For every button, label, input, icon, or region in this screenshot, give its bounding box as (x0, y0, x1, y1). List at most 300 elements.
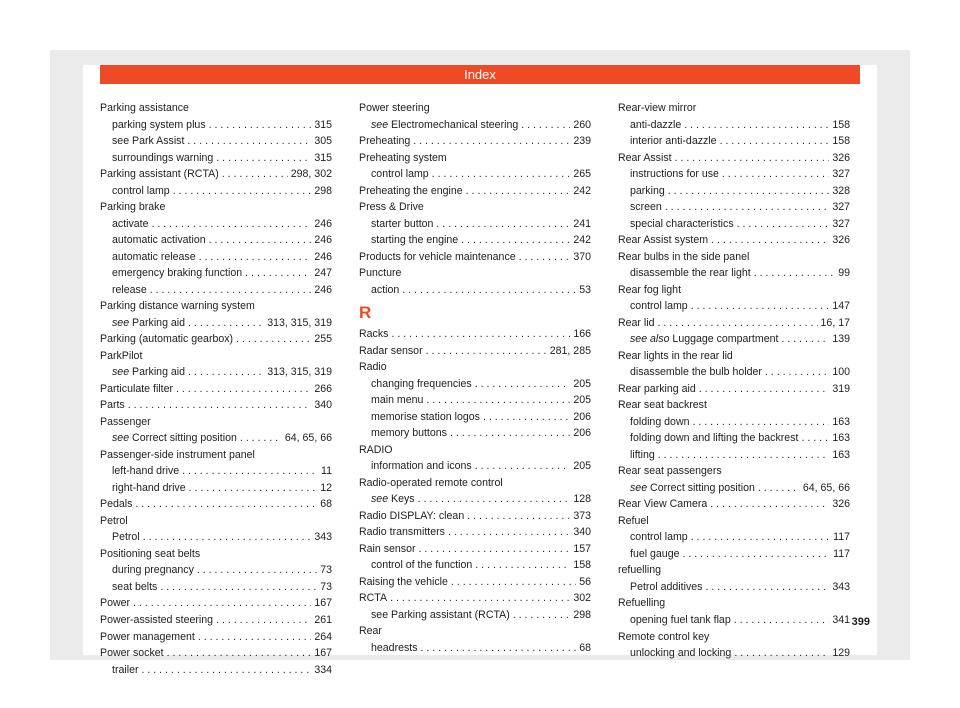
dot-leader (483, 409, 570, 426)
page-reference: 246 (314, 283, 332, 296)
entry-label (371, 166, 429, 183)
dot-leader (467, 508, 570, 525)
dot-leader (209, 117, 312, 134)
page-reference: 64, 65, 66 (284, 432, 332, 445)
index-subentry (618, 166, 850, 183)
entry-label (359, 249, 516, 266)
entry-label (359, 326, 388, 343)
dot-leader (413, 133, 570, 150)
entry-text: Rear fog light (618, 283, 682, 296)
dot-leader (209, 232, 312, 249)
dot-leader (711, 232, 829, 249)
index-subentry (618, 183, 850, 200)
entry-label (112, 133, 184, 150)
index-entry (100, 298, 332, 315)
page-reference: 241 (573, 217, 591, 230)
page-reference: 340 (314, 399, 332, 412)
index-entry (100, 381, 332, 398)
dot-leader (734, 612, 830, 629)
entry-text: RCTA (359, 592, 388, 605)
dot-leader (432, 166, 571, 183)
index-entry (100, 100, 332, 117)
page-reference: 246 (314, 250, 332, 263)
entry-text: interior anti-dazzle (630, 135, 717, 148)
dot-leader (699, 381, 830, 398)
entry-label (112, 480, 186, 497)
page-reference: 370 (573, 250, 591, 263)
entry-label (112, 315, 185, 332)
index-subentry (100, 430, 332, 447)
entry-text: changing frequencies (371, 377, 472, 390)
entry-label (100, 645, 164, 662)
index-entry (618, 629, 850, 646)
entry-label (100, 331, 233, 348)
index-entry (618, 100, 850, 117)
entry-text: Parking distance warning system (100, 300, 255, 313)
entry-text: control of the function (371, 559, 473, 572)
dot-leader (466, 183, 571, 200)
index-subentry (618, 199, 850, 216)
dot-leader (167, 645, 312, 662)
index-entry (359, 183, 591, 200)
page-reference: 205 (573, 394, 591, 407)
entry-label (618, 249, 749, 266)
entry-text: memorise station logos (371, 410, 480, 423)
entry-text: see Parking assistant (RCTA) (371, 608, 510, 621)
entry-label (112, 282, 147, 299)
entry-label (359, 574, 448, 591)
entry-label (359, 265, 401, 282)
page-reference: 326 (832, 234, 850, 247)
entry-text: automatic release (112, 250, 196, 263)
index-subentry (618, 298, 850, 315)
page-reference: 343 (832, 580, 850, 593)
page-reference: 117 (833, 531, 850, 544)
index-subentry (618, 331, 850, 348)
see-reference: see (371, 118, 389, 131)
entry-text: fuel gauge (630, 547, 680, 560)
index-entry (618, 348, 850, 365)
dot-leader (693, 414, 830, 431)
entry-label (100, 166, 219, 183)
dot-leader (182, 463, 318, 480)
page-reference: 117 (833, 547, 850, 560)
page-reference: 129 (832, 647, 850, 660)
entry-text: refuelling (618, 564, 661, 577)
index-entry (359, 199, 591, 216)
index-entry (100, 645, 332, 662)
entry-text: Luggage compartment (672, 333, 779, 346)
dot-leader (475, 557, 570, 574)
entry-text: left-hand drive (112, 465, 180, 478)
index-entry (359, 343, 591, 360)
entry-text: seat belts (112, 580, 158, 593)
index-entry (359, 590, 591, 607)
entry-label (630, 480, 755, 497)
entry-label (630, 364, 762, 381)
page-reference: 327 (832, 201, 850, 214)
index-subentry (359, 392, 591, 409)
page-reference: 206 (573, 410, 591, 423)
dot-leader (236, 331, 311, 348)
entry-label (630, 199, 662, 216)
index-subentry (359, 425, 591, 442)
entry-label (618, 282, 681, 299)
index-entry (100, 447, 332, 464)
page-reference: 313, 315, 319 (267, 366, 332, 379)
entry-label (112, 463, 179, 480)
page-reference: 166 (573, 328, 591, 341)
dot-leader (451, 574, 576, 591)
dot-leader (216, 612, 311, 629)
entry-label (359, 475, 503, 492)
index-subentry (359, 640, 591, 657)
page-reference: 167 (314, 597, 332, 610)
entry-label (100, 513, 128, 530)
entry-text: screen (630, 201, 662, 214)
dot-leader (737, 216, 830, 233)
entry-text: Radar sensor (359, 344, 423, 357)
index-entry (618, 397, 850, 414)
dot-leader (402, 282, 576, 299)
entry-label (112, 562, 194, 579)
page-reference: 328 (832, 184, 850, 197)
index-subentry (100, 662, 332, 679)
entry-label (371, 640, 418, 657)
entry-label (618, 150, 672, 167)
entry-text: Press & Drive (359, 201, 424, 214)
page-reference: 298 (314, 184, 332, 197)
index-subentry (359, 282, 591, 299)
entry-label (112, 249, 196, 266)
index-entry (359, 541, 591, 558)
index-subentry (618, 430, 850, 447)
entry-text: activate (112, 217, 149, 230)
entry-text: control lamp (371, 168, 429, 181)
page-reference: 163 (832, 432, 850, 445)
page-reference: 205 (573, 460, 591, 473)
entry-text: Rear seat passengers (618, 465, 722, 478)
entry-label (112, 579, 157, 596)
dot-leader (801, 430, 829, 447)
entry-label (100, 414, 151, 431)
entry-text: Keys (391, 493, 415, 506)
entry-text: Petrol (112, 531, 140, 544)
dot-leader (143, 529, 312, 546)
index-entry (100, 595, 332, 612)
entry-text: ParkPilot (100, 349, 143, 362)
entry-text: Preheating system (359, 151, 447, 164)
dot-leader (391, 326, 570, 343)
entry-label (630, 216, 734, 233)
entry-label (630, 117, 681, 134)
dot-leader (436, 216, 570, 233)
entry-text: Rear (359, 625, 382, 638)
index-entry (359, 623, 591, 640)
entry-label (630, 529, 688, 546)
entry-label (371, 491, 415, 508)
index-subentry (359, 166, 591, 183)
entry-label (100, 348, 142, 365)
entry-text: Power socket (100, 647, 164, 660)
entry-label (618, 629, 709, 646)
page-reference: 334 (314, 663, 332, 676)
index-subentry (618, 133, 850, 150)
entry-text: Correct sitting position (650, 481, 755, 494)
dot-leader (513, 607, 571, 624)
dot-leader (133, 595, 311, 612)
section-letter-heading: R (359, 303, 372, 323)
entry-label (359, 199, 424, 216)
see-reference: see also (630, 333, 670, 346)
page-reference: 343 (314, 531, 332, 544)
entry-label (371, 409, 480, 426)
page-reference: 242 (573, 234, 591, 247)
entry-label (618, 100, 696, 117)
index-subentry (359, 232, 591, 249)
index-entry (359, 508, 591, 525)
see-reference: see (112, 432, 130, 445)
dot-leader (390, 590, 570, 607)
entry-text: folding down and lifting the backrest (630, 432, 799, 445)
entry-label (359, 442, 393, 459)
dot-leader (758, 480, 800, 497)
see-reference: see (630, 481, 648, 494)
index-entry (359, 475, 591, 492)
entry-label (359, 343, 423, 360)
entry-text: Electromechanical steering (391, 118, 519, 131)
entry-text: Parking aid (132, 316, 186, 329)
page-reference: 139 (832, 333, 850, 346)
entry-label (359, 524, 445, 541)
see-reference: see (112, 366, 130, 379)
entry-text: main menu (371, 394, 424, 407)
dot-leader (128, 397, 312, 414)
page-reference: 12 (320, 481, 332, 494)
index-entry (359, 442, 591, 459)
index-subentry (618, 645, 850, 662)
dot-leader (187, 133, 311, 150)
entry-text: Refuel (618, 514, 649, 527)
entry-label (618, 562, 661, 579)
dot-leader (734, 645, 829, 662)
page-reference: 239 (573, 135, 591, 148)
index-entry (618, 315, 850, 332)
dot-leader (245, 265, 311, 282)
entry-label (100, 100, 189, 117)
entry-label (359, 359, 387, 376)
index-subentry (100, 282, 332, 299)
index-entry (100, 513, 332, 530)
entry-label (371, 282, 399, 299)
entry-label (630, 166, 719, 183)
entry-text: Rear Assist system (618, 234, 709, 247)
dot-leader (419, 541, 571, 558)
page-reference: 298 (573, 608, 591, 621)
entry-text: Power steering (359, 102, 430, 114)
entry-label (100, 546, 200, 563)
page-reference: 246 (314, 217, 332, 230)
index-subentry (100, 480, 332, 497)
index-subentry (618, 364, 850, 381)
page-reference: 327 (832, 217, 850, 230)
dot-leader (684, 117, 829, 134)
entry-text: Petrol (100, 514, 128, 527)
index-subentry (618, 579, 850, 596)
dot-leader (189, 480, 318, 497)
page-reference: 341 (832, 613, 850, 626)
page-reference: 56 (579, 575, 591, 588)
entry-text: Rear parking aid (618, 382, 696, 395)
dot-leader (781, 331, 829, 348)
index-title: Index (464, 67, 496, 82)
dot-leader (765, 364, 829, 381)
page-reference: 265 (573, 168, 591, 181)
entry-text: special characteristics (630, 217, 734, 230)
entry-text: Radio (359, 361, 387, 374)
entry-text: Parking assistant (RCTA) (100, 168, 219, 181)
entry-label (359, 623, 382, 640)
dot-leader (675, 150, 830, 167)
entry-label (112, 529, 140, 546)
entry-text: control lamp (630, 531, 688, 544)
entry-label (100, 496, 132, 513)
page-reference: 313, 315, 319 (267, 316, 332, 329)
page-reference: 305 (314, 135, 332, 148)
index-header-banner (100, 65, 860, 84)
entry-text: Remote control key (618, 630, 710, 643)
entry-text: Pedals (100, 498, 133, 511)
index-column-2-top (359, 100, 591, 298)
entry-text: RADIO (359, 443, 393, 456)
entry-text: Rear bulbs in the side panel (618, 250, 750, 263)
index-entry (618, 595, 850, 612)
page-reference: 158 (832, 118, 850, 131)
page-reference: 319 (832, 382, 850, 395)
entry-text: parking (630, 184, 665, 197)
index-entry (359, 326, 591, 343)
index-subentry (100, 117, 332, 134)
entry-text: Rear seat backrest (618, 399, 707, 412)
dot-leader (421, 640, 577, 657)
page-reference: 298, 302 (290, 168, 332, 181)
index-subentry (100, 150, 332, 167)
page-reference: 157 (573, 542, 591, 555)
index-subentry (618, 117, 850, 134)
index-entry (618, 232, 850, 249)
dot-leader (754, 265, 835, 282)
dot-leader (448, 524, 570, 541)
index-entry (100, 414, 332, 431)
entry-label (100, 447, 255, 464)
page-reference: 167 (314, 647, 332, 660)
entry-label (630, 298, 688, 315)
index-entry (618, 496, 850, 513)
page-reference: 100 (832, 366, 850, 379)
page-reference: 73 (320, 580, 332, 593)
entry-label (630, 331, 778, 348)
dot-leader (176, 381, 311, 398)
index-entry (618, 150, 850, 167)
entry-text: Power management (100, 630, 195, 643)
entry-text: parking system plus (112, 118, 206, 131)
entry-label (618, 348, 733, 365)
index-subentry (100, 232, 332, 249)
entry-text: lifting (630, 448, 655, 461)
index-subentry (100, 562, 332, 579)
page-reference: 326 (832, 498, 850, 511)
dot-leader (720, 133, 830, 150)
dot-leader (426, 343, 547, 360)
page-reference: 73 (320, 564, 332, 577)
entry-label (618, 315, 655, 332)
page-reference: 340 (573, 526, 591, 539)
dot-leader (682, 546, 830, 563)
page-reference: 158 (573, 559, 591, 572)
index-subentry (100, 315, 332, 332)
entry-text: information and icons (371, 460, 472, 473)
entry-label (371, 216, 433, 233)
entry-label (618, 397, 707, 414)
index-subentry (618, 480, 850, 497)
entry-text: right-hand drive (112, 481, 186, 494)
page-number: 399 (851, 616, 870, 628)
see-reference: see (112, 316, 130, 329)
entry-label (359, 590, 387, 607)
entry-text: Power-assisted steering (100, 613, 214, 626)
dot-leader (450, 425, 570, 442)
entry-label (630, 183, 665, 200)
dot-leader (197, 562, 317, 579)
dot-leader (691, 529, 830, 546)
entry-label (630, 430, 798, 447)
page-reference: 163 (832, 448, 850, 461)
entry-text: Petrol additives (630, 580, 703, 593)
entry-label (371, 376, 472, 393)
entry-text: Passenger-side instrument panel (100, 448, 255, 461)
entry-label (371, 458, 472, 475)
dot-leader (216, 150, 311, 167)
index-column-1 (100, 100, 332, 678)
entry-text: opening fuel tank flap (630, 613, 731, 626)
entry-text: emergency braking function (112, 267, 243, 280)
entry-text: Radio DISPLAY: clean (359, 509, 465, 522)
index-subentry (100, 364, 332, 381)
entry-label (630, 414, 690, 431)
entry-text: Preheating (359, 135, 411, 148)
entry-text: folding down (630, 415, 690, 428)
entry-text: starting the engine (371, 234, 459, 247)
page-reference: 64, 65, 66 (802, 481, 850, 494)
dot-leader (173, 183, 312, 200)
entry-text: Correct sitting position (132, 432, 237, 445)
page-reference: 206 (573, 427, 591, 440)
page-reference: 260 (573, 118, 591, 131)
entry-label (112, 183, 170, 200)
index-subentry (618, 529, 850, 546)
dot-leader (142, 662, 312, 679)
dot-leader (722, 166, 829, 183)
index-column-2 (359, 100, 591, 657)
dot-leader (521, 117, 570, 134)
dot-leader (188, 315, 264, 332)
entry-text: Products for vehicle maintenance (359, 250, 516, 263)
index-subentry (618, 265, 850, 282)
entry-text: Parking (automatic gearbox) (100, 333, 234, 346)
entry-label (371, 117, 518, 134)
entry-text: release (112, 283, 147, 296)
dot-leader (658, 447, 830, 464)
